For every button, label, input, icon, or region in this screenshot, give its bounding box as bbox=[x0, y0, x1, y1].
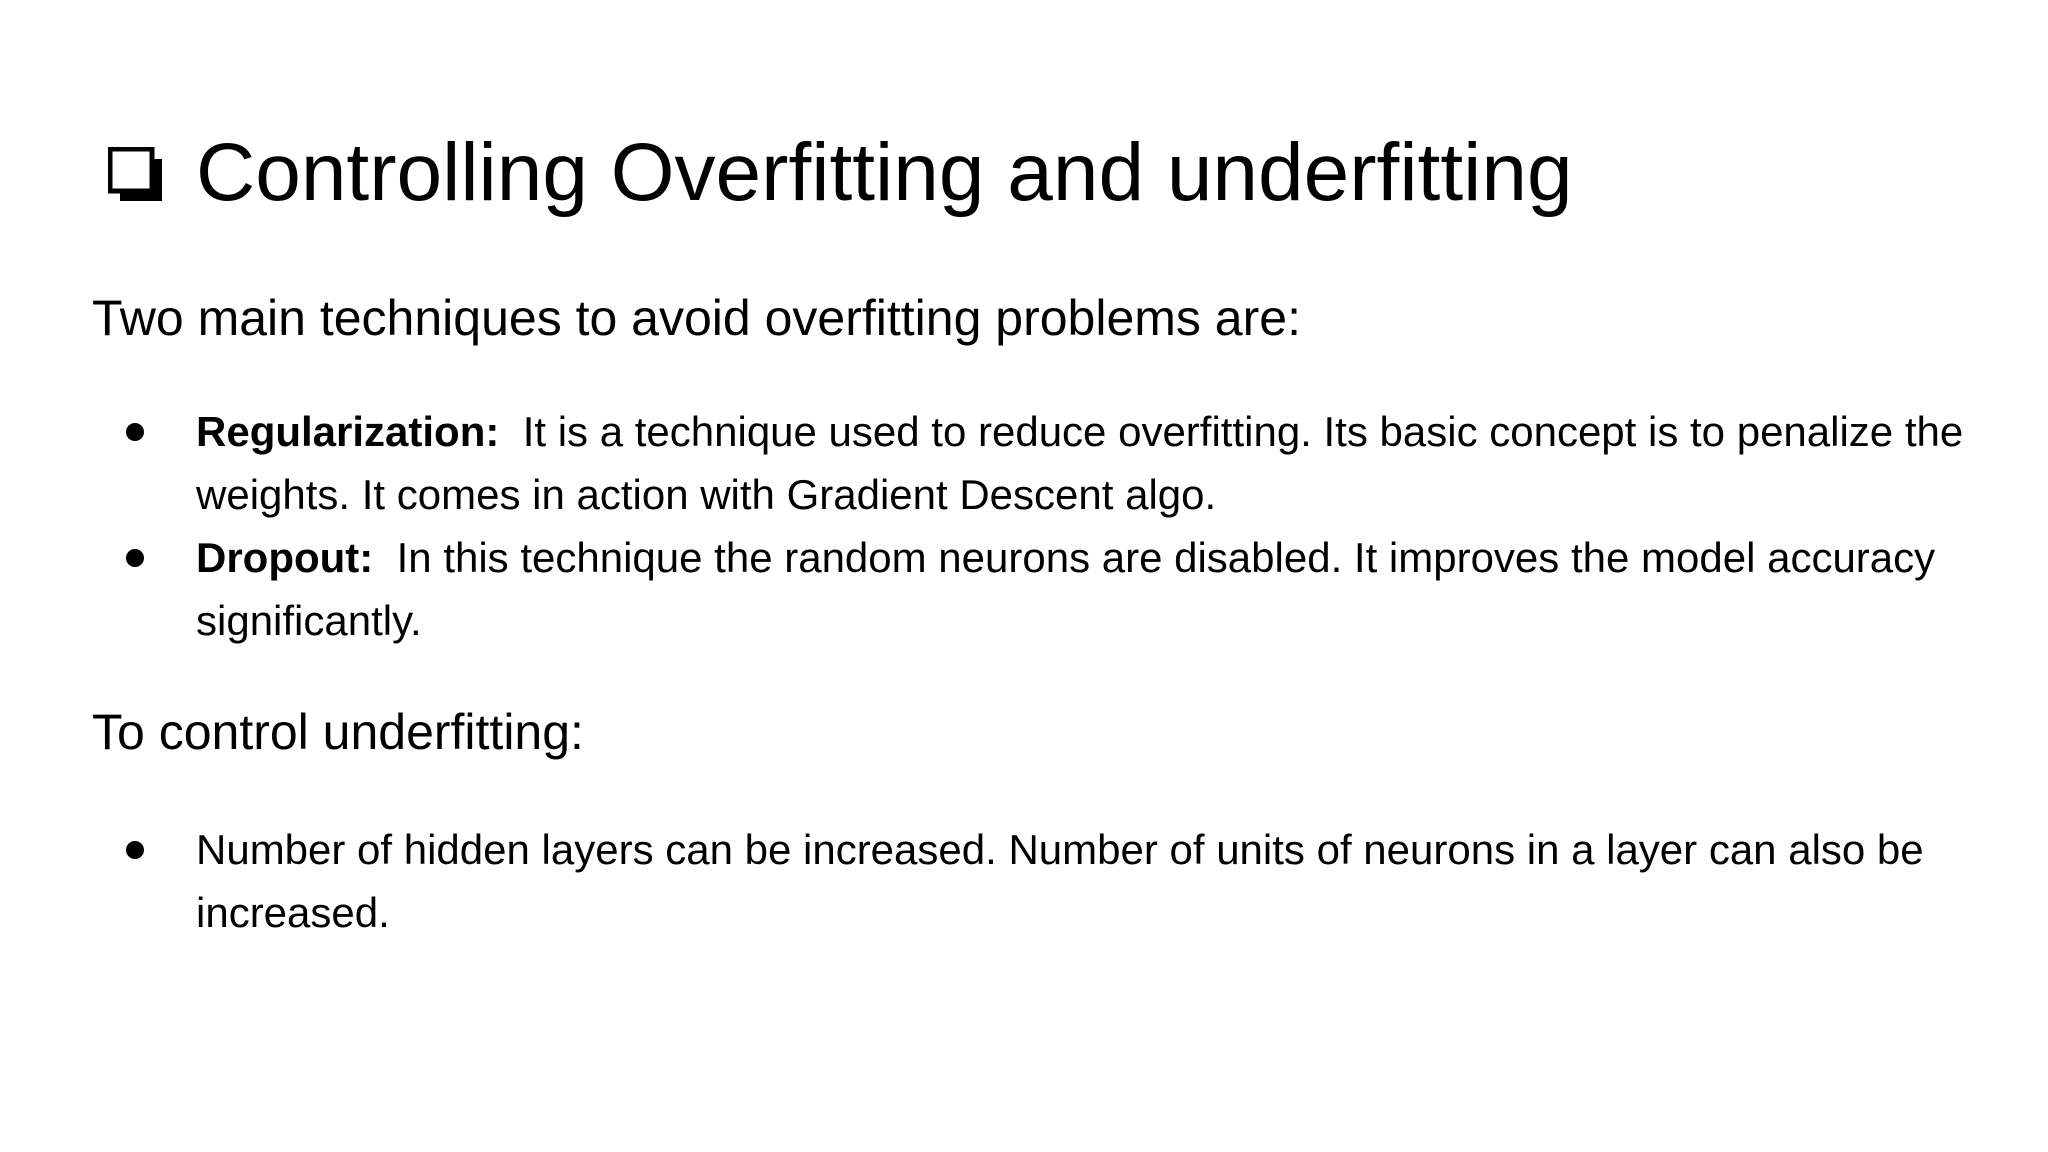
bullet-text bbox=[196, 526, 1992, 652]
term-dropout: Dropout: bbox=[196, 534, 374, 581]
bullet-icon bbox=[126, 423, 144, 441]
bullet-icon bbox=[126, 841, 144, 859]
description-hidden-layers: Number of hidden layers can be increased. Number of units of neurons in a layer can also be increased. bbox=[196, 826, 1924, 936]
bullet-icon bbox=[126, 549, 144, 567]
overfitting-intro: Two main techniques to avoid overfitting problems are: bbox=[92, 290, 1301, 346]
list-item-hidden-layers bbox=[92, 818, 1992, 944]
page-title: Controlling Overfitting and underfitting bbox=[196, 127, 1573, 218]
overfitting-technique-list bbox=[92, 400, 1992, 652]
description-regularization: It is a technique used to reduce overfitting. Its basic concept is to penalize the weights. It comes in action with Gradient Descent algo. bbox=[196, 408, 1964, 518]
underfitting-intro: To control underfitting: bbox=[92, 704, 584, 760]
list-item-dropout bbox=[92, 526, 1992, 652]
bullet-text bbox=[196, 400, 1992, 526]
title-row bbox=[108, 118, 1573, 228]
description-dropout: In this technique the random neurons are disabled. It improves the model accuracy significantly. bbox=[196, 534, 1936, 644]
term-regularization: Regularization: bbox=[196, 408, 500, 455]
underfitting-technique-list bbox=[92, 818, 1992, 944]
list-item-regularization bbox=[92, 400, 1992, 526]
checkbox-square-icon bbox=[108, 147, 164, 203]
